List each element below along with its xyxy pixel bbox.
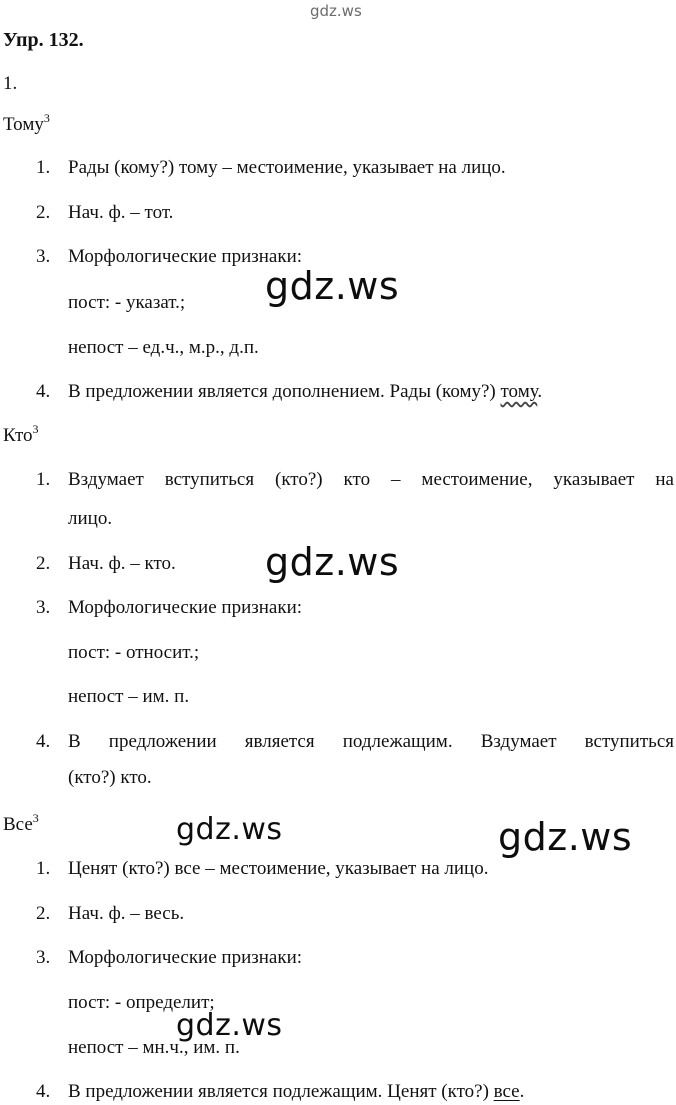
item-text: Вздумает вступиться (кто?) кто – местоимение, указывает на <box>68 469 674 490</box>
variable-features: непост – мн.ч., им. п. <box>68 1037 240 1058</box>
item-text: В предложении является дополнением. Рады (кому?) тому. <box>68 381 543 402</box>
item-text: Морфологические признаки: <box>68 947 303 968</box>
item-number: 1. <box>36 858 51 879</box>
constant-features: пост: - определит; <box>68 992 215 1013</box>
item-text: Нач. ф. – тот. <box>68 202 174 223</box>
item-number: 4. <box>36 381 51 402</box>
item-text: Нач. ф. – кто. <box>68 553 176 574</box>
item-number: 4. <box>36 1081 51 1102</box>
exercise-title: Упр. 132. <box>3 29 84 51</box>
item-text: В предложении является подлежащим. Вздумает вступиться <box>68 731 674 752</box>
watermark: gdz.ws <box>265 540 400 584</box>
word-heading-vse: Все$^3$ <box>3 810 39 835</box>
variable-features: непост – им. п. <box>68 686 190 707</box>
item-number: 3. <box>36 947 51 968</box>
watermark: gdz.ws <box>176 1008 283 1043</box>
item-text: Рады (кому?) тому – местоимение, указывает на лицо. <box>68 157 506 178</box>
item-text: Нач. ф. – весь. <box>68 903 185 924</box>
item-number: 2. <box>36 202 51 223</box>
item-text-continued: лицо. <box>68 508 113 529</box>
variable-features: непост – ед.ч., м.р., д.п. <box>68 337 259 358</box>
word-heading-kto: Кто$^3$ <box>3 421 39 446</box>
marked-word: все <box>493 1081 520 1102</box>
item-text: Морфологические признаки: <box>68 246 303 267</box>
item-number: 1. <box>36 157 51 178</box>
item-text: Ценят (кто?) все – местоимение, указывает на лицо. <box>68 858 489 879</box>
item-number: 4. <box>36 731 51 752</box>
watermark-top: gdz.ws <box>310 2 362 20</box>
item-number: 1. <box>36 469 51 490</box>
word-heading-tomu: Тому$^3$ <box>3 110 50 135</box>
item-text: В предложении является подлежащим. Ценят (кто?) все. <box>68 1081 525 1102</box>
item-number: 2. <box>36 553 51 574</box>
item-number: 3. <box>36 246 51 267</box>
part-number: 1. <box>3 73 18 94</box>
marked-word: тому <box>500 381 538 402</box>
watermark: gdz.ws <box>265 264 400 308</box>
watermark: gdz.ws <box>176 812 283 847</box>
constant-features: пост: - указат.; <box>68 292 186 313</box>
item-text: Морфологические признаки: <box>68 597 303 618</box>
item-text-continued: (кто?) кто. <box>68 767 152 788</box>
item-number: 2. <box>36 903 51 924</box>
item-number: 3. <box>36 597 51 618</box>
constant-features: пост: - относит.; <box>68 642 200 663</box>
watermark: gdz.ws <box>498 815 633 859</box>
